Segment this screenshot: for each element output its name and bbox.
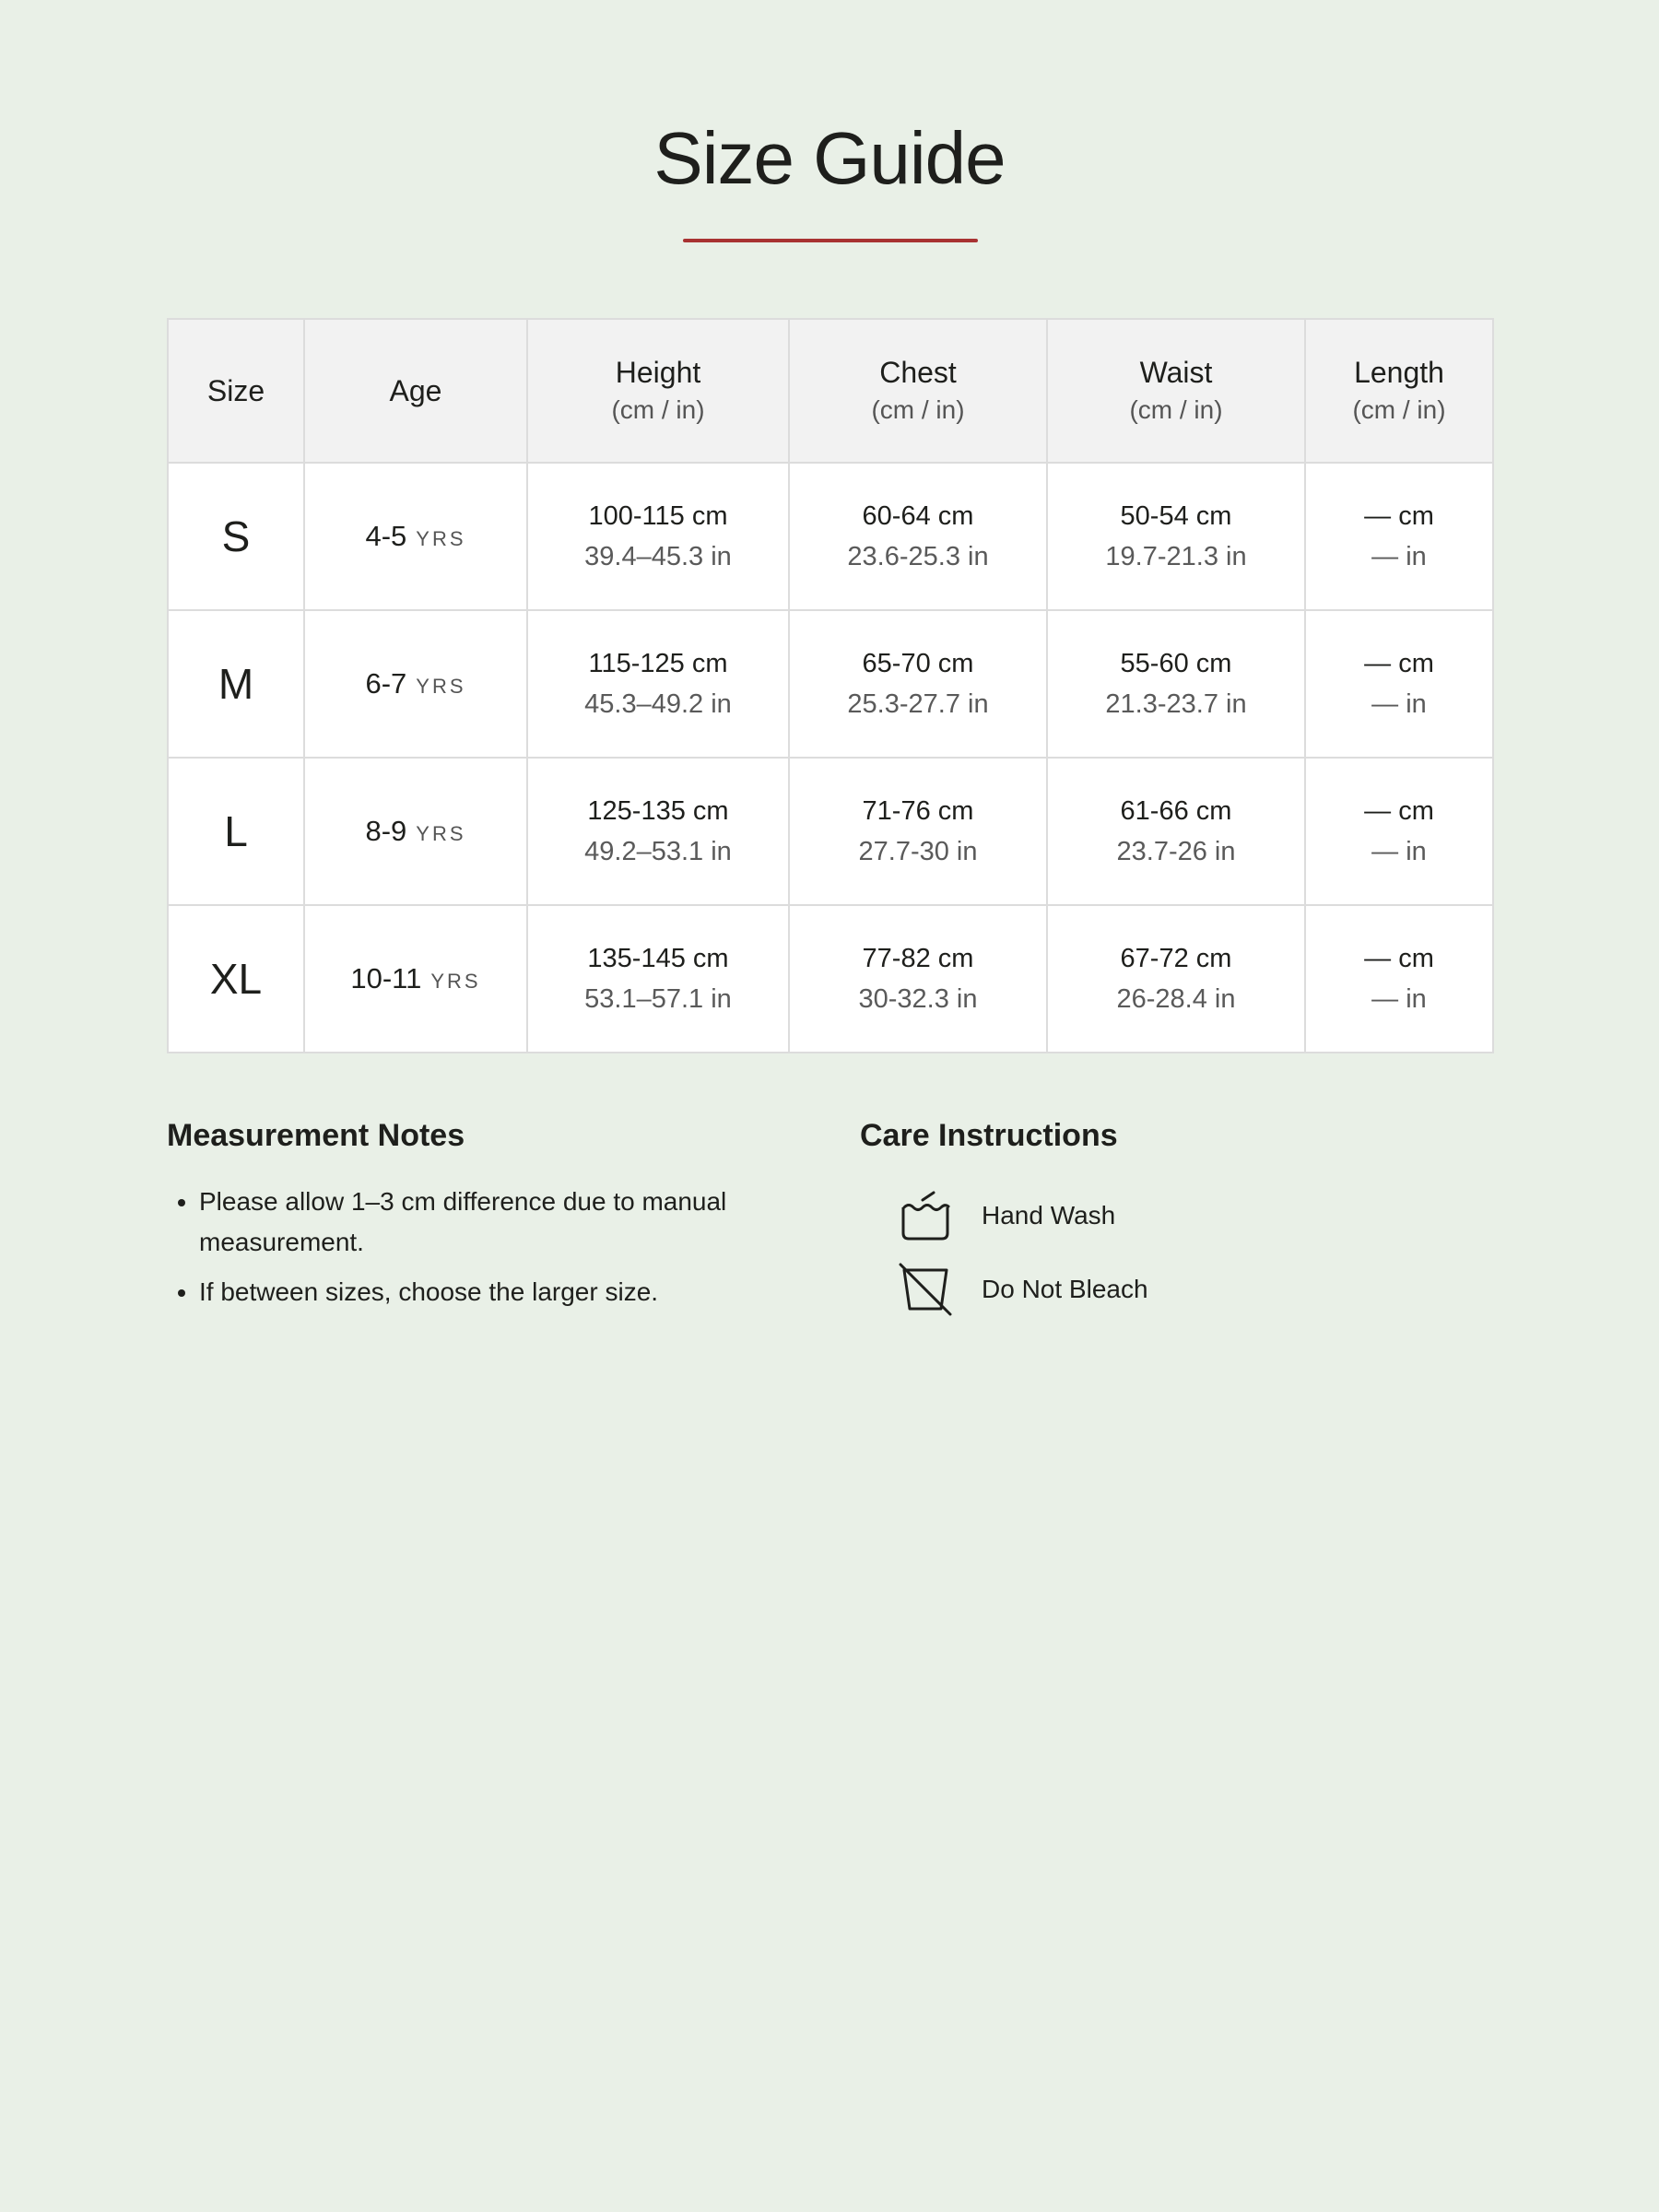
length-in: — in <box>1371 542 1427 571</box>
waist-cm: 55-60 cm <box>1120 649 1232 678</box>
height-in: 39.4–45.3 in <box>584 542 732 571</box>
header-label: Waist <box>1139 356 1213 389</box>
chest-cell <box>789 610 1047 758</box>
list-item: • Please allow 1–3 cm difference due to manual measurement. <box>199 1182 812 1263</box>
header-label: Size <box>206 374 265 407</box>
header-unit: (cm / in) <box>871 395 965 424</box>
header-label: Height <box>615 356 701 389</box>
care-list <box>860 1187 1492 1318</box>
size-cell <box>168 758 304 905</box>
height-cell <box>527 463 789 610</box>
chest-cell <box>789 758 1047 905</box>
size-table <box>167 318 1494 1053</box>
height-cm: 100-115 cm <box>588 501 728 531</box>
age-cell <box>304 610 527 758</box>
chest-cm: 60-64 cm <box>862 501 974 531</box>
size-letter: M <box>218 660 254 708</box>
height-in: 49.2–53.1 in <box>584 837 732 866</box>
care-label: Hand Wash <box>982 1201 1116 1230</box>
page-title: Size Guide <box>653 117 1006 199</box>
table-row <box>168 758 1493 905</box>
height-in: 53.1–57.1 in <box>584 984 732 1014</box>
waist-cell <box>1047 463 1305 610</box>
height-cm: 135-145 cm <box>587 944 729 973</box>
age-unit: YRS <box>416 527 466 550</box>
age-unit: YRS <box>416 675 466 698</box>
header-label: Chest <box>879 356 957 389</box>
age-value: 4-5 <box>365 520 407 552</box>
size-letter: L <box>224 807 248 855</box>
do-not-bleach-icon <box>899 1263 952 1316</box>
chest-in: 30-32.3 in <box>858 984 978 1014</box>
header-height <box>527 319 789 463</box>
waist-cell <box>1047 610 1305 758</box>
length-in: — in <box>1371 689 1427 719</box>
measurement-notes <box>167 1110 812 1322</box>
header-size <box>168 319 304 463</box>
header-chest <box>789 319 1047 463</box>
waist-in: 19.7-21.3 in <box>1105 542 1247 571</box>
header-waist <box>1047 319 1305 463</box>
age-value: 6-7 <box>365 667 407 700</box>
header-unit: (cm / in) <box>1352 395 1446 424</box>
waist-cell <box>1047 758 1305 905</box>
length-cell <box>1305 758 1493 905</box>
height-cell <box>527 758 789 905</box>
chest-in: 27.7-30 in <box>858 837 978 866</box>
age-unit: YRS <box>430 970 481 993</box>
length-cell <box>1305 463 1493 610</box>
hand-wash-icon <box>899 1189 952 1242</box>
age-value: 10-11 <box>350 962 422 994</box>
care-item <box>860 1261 1492 1318</box>
header-age <box>304 319 527 463</box>
waist-cell <box>1047 905 1305 1053</box>
title-underline <box>683 239 978 242</box>
length-in: — in <box>1371 984 1427 1014</box>
size-cell <box>168 905 304 1053</box>
age-unit: YRS <box>416 822 466 845</box>
size-letter: XL <box>209 955 263 1003</box>
height-cm: 115-125 cm <box>588 649 728 678</box>
waist-in: 21.3-23.7 in <box>1105 689 1247 719</box>
length-cm: — cm <box>1364 501 1434 531</box>
chest-cell <box>789 463 1047 610</box>
table-row <box>168 463 1493 610</box>
table-header-row <box>168 319 1493 463</box>
header-label: Length <box>1354 356 1444 389</box>
waist-cm: 67-72 cm <box>1120 944 1232 973</box>
chest-in: 23.6-25.3 in <box>847 542 989 571</box>
waist-in: 26-28.4 in <box>1116 984 1236 1014</box>
size-cell <box>168 610 304 758</box>
size-cell <box>168 463 304 610</box>
size-letter: S <box>221 512 251 560</box>
length-cm: — cm <box>1364 796 1434 826</box>
height-cell <box>527 905 789 1053</box>
chest-in: 25.3-27.7 in <box>847 689 989 719</box>
care-label: Do Not Bleach <box>982 1275 1148 1303</box>
notes-list <box>167 1182 812 1312</box>
chest-cm: 77-82 cm <box>862 944 974 973</box>
table-row <box>168 610 1493 758</box>
chest-cm: 65-70 cm <box>862 649 974 678</box>
care-title: Care Instructions <box>860 1118 1118 1153</box>
height-cell <box>527 610 789 758</box>
chest-cm: 71-76 cm <box>862 796 974 826</box>
waist-in: 23.7-26 in <box>1116 837 1236 866</box>
length-cell <box>1305 610 1493 758</box>
length-cell <box>1305 905 1493 1053</box>
header-unit: (cm / in) <box>1129 395 1223 424</box>
care-item <box>860 1187 1492 1244</box>
length-cm: — cm <box>1364 649 1434 678</box>
waist-cm: 61-66 cm <box>1120 796 1232 826</box>
care-instructions <box>860 1110 1492 1335</box>
length-cm: — cm <box>1364 944 1434 973</box>
header-label: Age <box>389 374 442 407</box>
table-row <box>168 905 1493 1053</box>
header-unit: (cm / in) <box>611 395 705 424</box>
age-value: 8-9 <box>365 815 407 847</box>
age-cell <box>304 905 527 1053</box>
height-in: 45.3–49.2 in <box>584 689 732 719</box>
height-cm: 125-135 cm <box>587 796 729 826</box>
chest-cell <box>789 905 1047 1053</box>
waist-cm: 50-54 cm <box>1120 501 1232 531</box>
notes-title: Measurement Notes <box>167 1118 465 1153</box>
length-in: — in <box>1371 837 1427 866</box>
list-item: • If between sizes, choose the larger size. <box>199 1272 812 1312</box>
age-cell <box>304 463 527 610</box>
header-length <box>1305 319 1493 463</box>
age-cell <box>304 758 527 905</box>
